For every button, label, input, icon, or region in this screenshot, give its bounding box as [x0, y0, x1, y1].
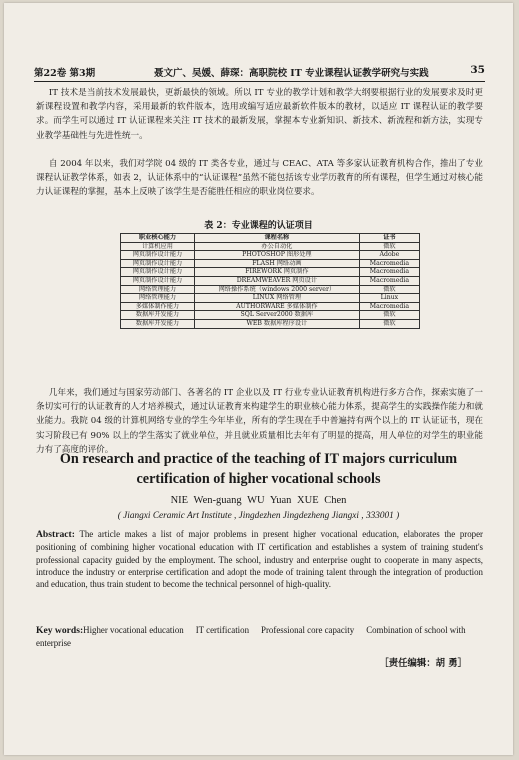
table-cell: 网页制作设计能力	[121, 268, 195, 277]
table-cell: 微软	[359, 319, 419, 328]
table-cell: 网络管理能力	[121, 285, 195, 294]
header-cell: 课程名称	[194, 234, 359, 243]
keywords-label: Key words:	[36, 625, 84, 636]
running-header	[34, 61, 485, 82]
table-row	[121, 302, 420, 311]
table-row	[121, 311, 420, 320]
certification-table	[120, 233, 420, 329]
table-cell: 办公自动化	[194, 242, 359, 251]
table-cell: LINUX 网络管理	[194, 294, 359, 303]
english-authors: NIE Wen-guang WU Yuan XUE Chen	[170, 495, 347, 506]
volume-issue: 第22卷 第3期	[34, 68, 96, 79]
body-paragraph-1: IT 技术是当前技术发展最快，更新最快的领域。所以 IT 专业的教学计划和教学大纲要根据行业的发展要求及时更新课程设置和教学内容，采用最新的软件版本，选用或编写适应最新软件版本的教材，以适应 IT 课程认证的教学要求。而学生可以通过 IT 认证课程来关注 IT 技术的最新发展，掌握本专业新知识、新技术、新流程和新方法，实现专业教学基础性与先进性统一。	[36, 88, 483, 141]
table-row	[121, 319, 420, 328]
keyword-item: Professional core capacity	[261, 625, 355, 635]
table-cell: 数据库开发能力	[121, 319, 195, 328]
table-cell: Macromedia	[359, 276, 419, 285]
table-cell: DREAMWEAVER 网页设计	[194, 276, 359, 285]
table-cell: 网络管理能力	[121, 294, 195, 303]
english-keywords	[36, 624, 483, 650]
body-paragraph-2: 自 2004 年以来，我们对学院 04 级的 IT 类各专业，通过与 CEAC、ATA 等多家认证教育机构合作，推出了专业课程认证教学体系，如表 2，认证体系中的“认证课程”虽然不能包括该专业学历教育的所有课程，但学生通过对核心能力认证课程的掌握，基本上反映了该学生是否能胜任相应的职业岗位要求。	[36, 159, 483, 198]
keyword-item: Higher vocational education	[83, 625, 184, 635]
table-cell: 微软	[359, 311, 419, 320]
table-header-row	[121, 234, 420, 243]
table-row	[121, 251, 420, 260]
header-cell: 证书	[359, 234, 419, 243]
table-row	[121, 242, 420, 251]
table-cell: FIREWORK 网页制作	[194, 268, 359, 277]
table-row	[121, 294, 420, 303]
table-cell: WEB 数据库程序设计	[194, 319, 359, 328]
table-cell: Linux	[359, 294, 419, 303]
keyword-item: IT certification	[195, 625, 250, 635]
table-row	[121, 276, 420, 285]
table-cell: Macromedia	[359, 268, 419, 277]
table-cell: 网页制作设计能力	[121, 276, 195, 285]
table-cell: PHOTOSHOP 图形处理	[194, 251, 359, 260]
table-cell: 网络操作系统（windows 2000 server）	[194, 285, 359, 294]
table-cell: FLASH 网络动画	[194, 259, 359, 268]
table-cell: SQL Server2000 数据库	[194, 311, 359, 320]
header-cell: 职业核心能力	[121, 234, 195, 243]
table-cell: 数据库开发能力	[121, 311, 195, 320]
abstract-label: Abstract:	[36, 529, 75, 540]
table-row	[121, 268, 420, 277]
english-affiliation: ( Jiangxi Ceramic Art Institute , Jingdezhen Jingdezheng Jiangxi , 333001 )	[117, 511, 400, 521]
english-title: On research and practice of the teaching of IT majors curriculum certification of higher vocational schools	[59, 451, 458, 487]
table-row	[121, 285, 420, 294]
table-cell: 网页制作设计能力	[121, 251, 195, 260]
table-cell: 计算机应用	[121, 242, 195, 251]
table-cell: 微软	[359, 242, 419, 251]
table-row	[121, 259, 420, 268]
journal-page	[4, 3, 513, 755]
table-cell: Macromedia	[359, 302, 419, 311]
table-cell: 微软	[359, 285, 419, 294]
running-title: 聂文广、吴媛、薛琛：高职院校 IT 专业课程认证教学研究与实践	[154, 68, 429, 79]
keyword-item: Combination of school with enterprise	[36, 625, 466, 649]
table-caption: 表 2：专业课程的认证项目	[204, 221, 313, 231]
english-abstract	[36, 528, 483, 590]
responsible-editor: ［责任编辑：胡 勇］	[379, 658, 467, 669]
page-number: 35	[470, 64, 485, 76]
table-cell: AUTHORWARE 多媒体制作	[194, 302, 359, 311]
table-cell: Macromedia	[359, 259, 419, 268]
abstract-text: The article makes a list of major problems in present higher vocational education, elaborates the proper positioning of combining higher vocational education with IT certification and establishes a system of training student's professional capacity guided by the employment. The school, industry and enterprise ought to cooperate in many aspects, introduce the industry or enterprise certification and adopt the mode of training talent through the integration of production and education, thus train student to become the technical personnel of high-quality.	[36, 529, 484, 590]
table-cell: 网页制作设计能力	[121, 259, 195, 268]
table-cell: 多媒体制作能力	[121, 302, 195, 311]
body-paragraph-3: 几年来，我们通过与国家劳动部门、各著名的 IT 企业以及 IT 行业专业认证教育机构进行多方合作，探索实施了一条切实可行的认证教育的人才培养模式，通过认证教育来构建学生的职业核心能力体系，提高学生的实践操作能力和就业能力。我院 04 级的计算机网络专业的学生今年毕业，所有的学生现在手中普遍持有两个以上的 IT 认证证书，现在实习阶段已有 90% 以上的学生落实了就业单位，并且就业质量相比去年有了明显的提高，用人单位的对学生的职业能力有了高度的评价。	[36, 388, 483, 455]
table-cell: Adobe	[359, 251, 419, 260]
